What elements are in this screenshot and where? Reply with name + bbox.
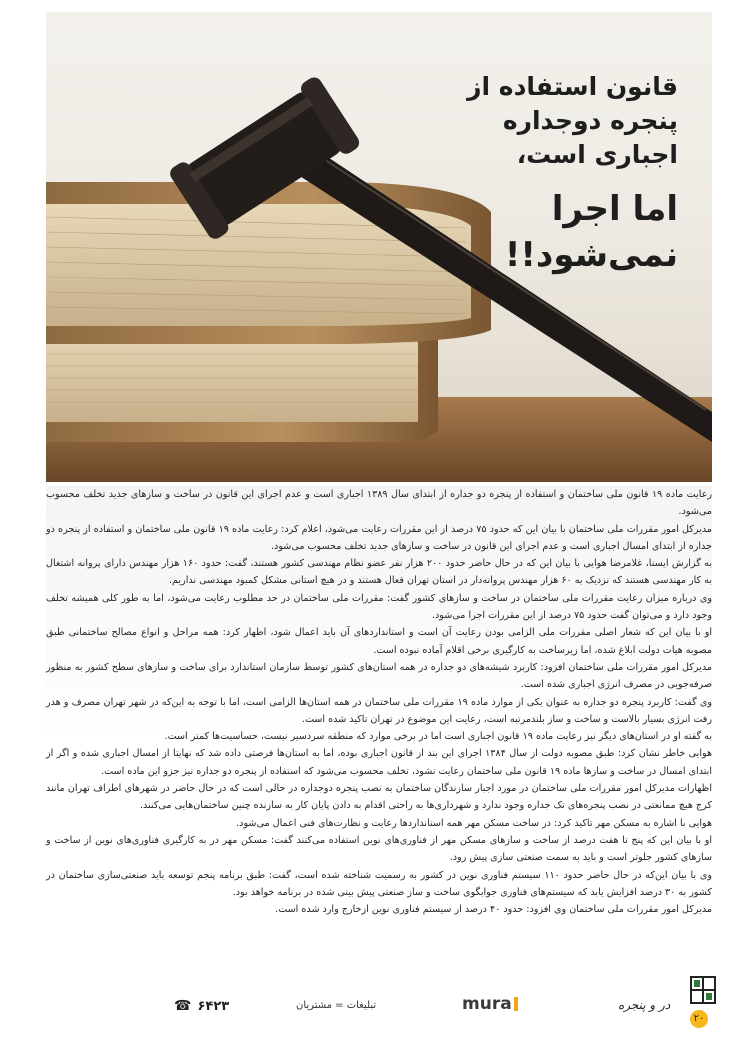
article-paragraph: او با بیان این که شعار اصلی مقررات ملی الزامی بودن رعایت آن است و استانداردهای آن باید اعمال شود، اظهار کرد: همه مراحل و انواع مصالح ساختمانی طبق مصوبه هیات دولت ابلاغ شده، اما زیرساخت به کارگیری برخی اقلام آماده نبوده است. (46, 627, 712, 656)
publication-logo (618, 970, 712, 1034)
headline-line-4: اما اجرا (551, 189, 678, 229)
article-paragraph: مدیرکل امور مقررات ملی ساختمان وی افزود: حدود ۴۰ درصد از سیستم فناوری نوین ازخارج وارد شده است. (275, 904, 712, 916)
phone-value: ۶۴۲۳ (197, 998, 230, 1014)
page-footer (46, 960, 712, 1040)
phone-number (174, 998, 229, 1014)
article-paragraph: به گفته او در استان‌های دیگر نیز رعایت ماده ۱۹ قانون اجباری است اما در برخی موارد که منطقه سردسیر نیست، حساسیت‌ها کمتر است. (164, 731, 712, 743)
article-paragraph: مدیرکل امور مقررات ملی ساختمان با بیان این که حدود ۷۵ درصد از این مقررات رعایت می‌شود، اعلام کرد: رعایت ماده ۱۹ قانون ملی ساختمان و استفاده از پنجره دو جداره از ابتدای امسال اجباری است و عدم اجرای این قانون در ساخت و سازهای جدید تخلف محسوب می‌شود. (46, 523, 712, 552)
article-paragraph: وی درباره میزان رعایت مقررات ملی ساختمان در ساخت و سازهای کشور گفت: مقررات ملی ساختمان در حد مطلوب رعایت می‌شود، اما به طور کلی همیشه تخلف وجود دارد و می‌توان گفت حدود ۷۵ درصد از این مقررات اجرا می‌شود. (46, 592, 712, 622)
phone-icon: ☎ (174, 998, 192, 1014)
article-paragraph: هوایی خاطر نشان کرد: طبق مصوبه دولت از سال ۱۳۸۴ اجرای این بند از قانون اجباری بوده، اما به استان‌ها فرصتی داده شد که نهایتا از امسال اجباری شده و اگر از ابتدای امسال در ساخت و سازها ماده ۱۹ قانون ملی ساختمان رعایت نشود، تخلف محسوب می‌شود که استفاده از پنجره دو جداره نیز جزو این ماده است. (46, 748, 712, 777)
page-number: ۲۰ (690, 1010, 708, 1028)
article-paragraph: اظهارات مدیرکل امور مقررات ملی ساختمان در مورد اجبار سازندگان ساختمان به نصب پنجره دوجداره در حالی است که در حال حاضر در شهرهای اطراف تهران مانند کرج هیچ ممانعتی در نصب پنجره‌های تک جداره وجود ندارد و شهرداری‌ها به راحتی اقدام به دادن پایان کار به سازنده چنین ساختمان‌هایی می‌کنند. (46, 783, 712, 812)
article-paragraph: رعایت ماده ۱۹ قانون ملی ساختمان و استفاده از پنجره دو جداره از ابتدای سال ۱۳۸۹ اجباری است و عدم اجرای این قانون در ساخت و سازهای جدید تخلف محسوب می‌شود. (46, 489, 712, 518)
brand-name: mura (462, 994, 512, 1014)
article-body (46, 486, 712, 918)
headline-line-2: پنجره دوجداره (502, 106, 678, 135)
article-paragraph: به گزارش ایسنا، غلامرضا هوایی با بیان این که در حال حاضر حدود ۲۰۰ هزار نفر عضو نظام مهندسی کشور هستند، گفت: حدود ۱۶۰ هزار مهندس دارای پروانه اشتغال به کار مهندسی هستند که نزدیک به ۶۰ هزار مهندس پروانه‌دار در استان تهران فعال هستند و در هیچ استانی مشکل کمبود مهندسی نداریم. (46, 558, 712, 587)
brand-mark-icon (514, 997, 518, 1011)
hero-image (46, 12, 712, 482)
window-logo-icon (690, 976, 716, 1006)
article-paragraph: وی با بیان این‌که در حال حاضر حدود ۱۱۰ سیستم فناوری نوین در کشور به رسمیت شناخته شده است، گفت: طبق برنامه پنجم توسعه باید صنعتی‌سازی ساختمان در کشور به ۳۰ درصد افزایش یابد که سیستم‌های فناوری جوابگوی ساخت و ساز صنعتی پیش بینی شده در برنامه خواهد بود. (46, 869, 712, 898)
article-paragraph: وی گفت: کاربرد پنجره دو جداره به عنوان یکی از موارد ماده ۱۹ مقررات ملی ساختمان در همه استان‌ها الزامی است، اما با توجه به این‌که در شهر تهران مصرف و هدر رفت انرژی بسیار بالاست و ساخت و ساز بلندمرتبه است، رعایت این موضوع در تهران تاکید شده است. (46, 696, 712, 725)
article-paragraph: هوایی با اشاره به مسکن مهر تاکید کرد: در ساخت مسکن مهر همه استانداردها رعایت و نظارت‌های فنی اعمال می‌شود. (236, 817, 712, 829)
logo-text: در و پنجره (618, 998, 671, 1012)
headline-line-3: اجباری است، (516, 140, 678, 169)
ads-slogan: تبلیغات = مشتریان (296, 1000, 377, 1011)
headline (348, 70, 678, 278)
headline-line-5: نمی‌شود!! (504, 235, 678, 275)
brand-logo (462, 994, 518, 1014)
article-paragraph: او با بیان این که پنج تا هفت درصد از ساخت و سازهای مسکن مهر از فناوری‌های نوین استفاده می‌کنند گفت: مسکن مهر در به کارگیری فناوری‌های نوین از ساخت و سازهای کشور جلوتر است و باید به سمت صنعتی سازی پیش رود. (46, 834, 712, 864)
article-paragraph: مدیرکل امور مقررات ملی ساختمان افزود: کاربرد شیشه‌های دو جداره در همه استان‌های کشور توسط سازمان استاندارد برای ساخت و سازهای سطح کشور به منظور صرفه‌جویی در مصرف انرژی اجباری شده است. (46, 661, 712, 691)
headline-line-1: قانون استفاده از (467, 72, 678, 101)
